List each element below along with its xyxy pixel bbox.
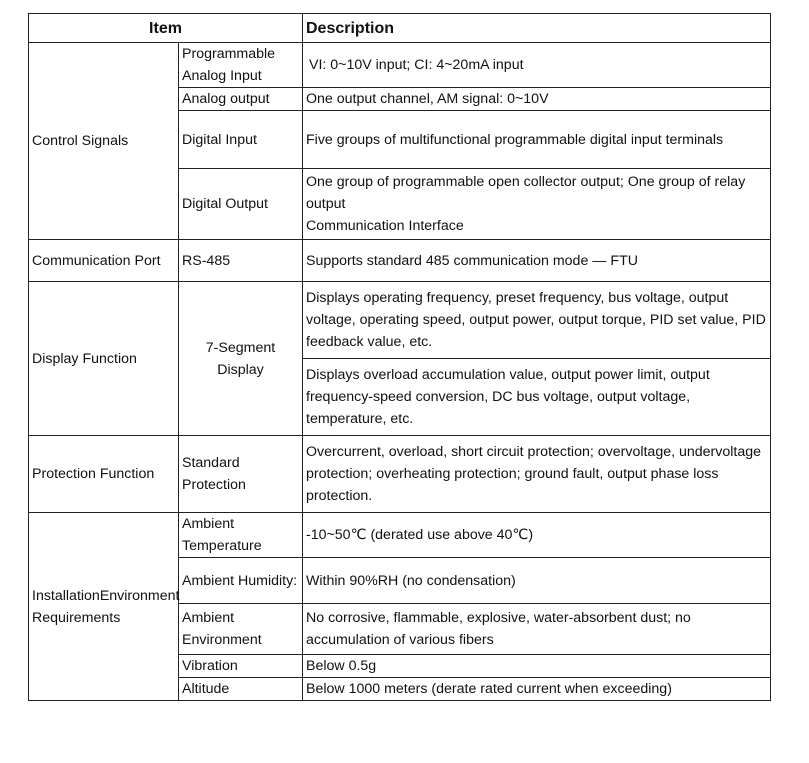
group-label-display-function: Display Function [29, 282, 179, 436]
item-description: Overcurrent, overload, short circuit protection; overvoltage, undervoltage protection; overheating protection; ground fault, output phase loss protection. [303, 436, 771, 513]
item-description: VI: 0~10V input; CI: 4~20mA input [303, 43, 771, 88]
item-description-line: One group of programmable open collector output; One group of relay output [306, 174, 746, 212]
item-description: Below 1000 meters (derate rated current when exceeding) [303, 678, 771, 701]
item-name: Programmable Analog Input [179, 43, 303, 88]
item-name: Digital Input [179, 111, 303, 169]
group-label-protection-function: Protection Function [29, 436, 179, 513]
item-description: No corrosive, flammable, explosive, water-absorbent dust; no accumulation of various fibers [303, 604, 771, 655]
item-name: Vibration [179, 655, 303, 678]
group-label-control-signals: Control Signals [29, 43, 179, 240]
item-name: Altitude [179, 678, 303, 701]
table-row [29, 282, 771, 359]
item-name: Analog output [179, 88, 303, 111]
table-row [29, 513, 771, 558]
item-description: Five groups of multifunctional programmable digital input terminals [303, 111, 771, 169]
table-row [29, 240, 771, 282]
item-name: Ambient Temperature [179, 513, 303, 558]
group-label-installation-environment: InstallationEnvironment Requirements [29, 513, 179, 701]
item-description: Supports standard 485 communication mode — FTU [303, 240, 771, 282]
item-description [303, 169, 771, 240]
item-description: One output channel, AM signal: 0~10V [303, 88, 771, 111]
item-description: Displays overload accumulation value, output power limit, output frequency-speed conversion, DC bus voltage, output voltage, temperature, etc. [303, 359, 771, 436]
header-description: Description [303, 14, 771, 43]
item-name: Standard Protection [179, 436, 303, 513]
specification-table [28, 13, 771, 701]
item-name: Digital Output [179, 169, 303, 240]
item-name: 7-Segment Display [179, 282, 303, 436]
item-name: RS-485 [179, 240, 303, 282]
item-name: Ambient Environment [179, 604, 303, 655]
item-description: Within 90%RH (no condensation) [303, 558, 771, 604]
item-name: Ambient Humidity: [179, 558, 303, 604]
header-item: Item [29, 14, 303, 43]
table-header-row [29, 14, 771, 43]
item-description: Below 0.5g [303, 655, 771, 678]
group-label-communication-port: Communication Port [29, 240, 179, 282]
item-description: -10~50℃ (derated use above 40℃) [303, 513, 771, 558]
item-description: Displays operating frequency, preset frequency, bus voltage, output voltage, operating speed, output power, output torque, PID set value, PID feedback value, etc. [303, 282, 771, 359]
item-description-line: Communication Interface [306, 218, 464, 234]
table-row [29, 436, 771, 513]
table-row [29, 43, 771, 88]
